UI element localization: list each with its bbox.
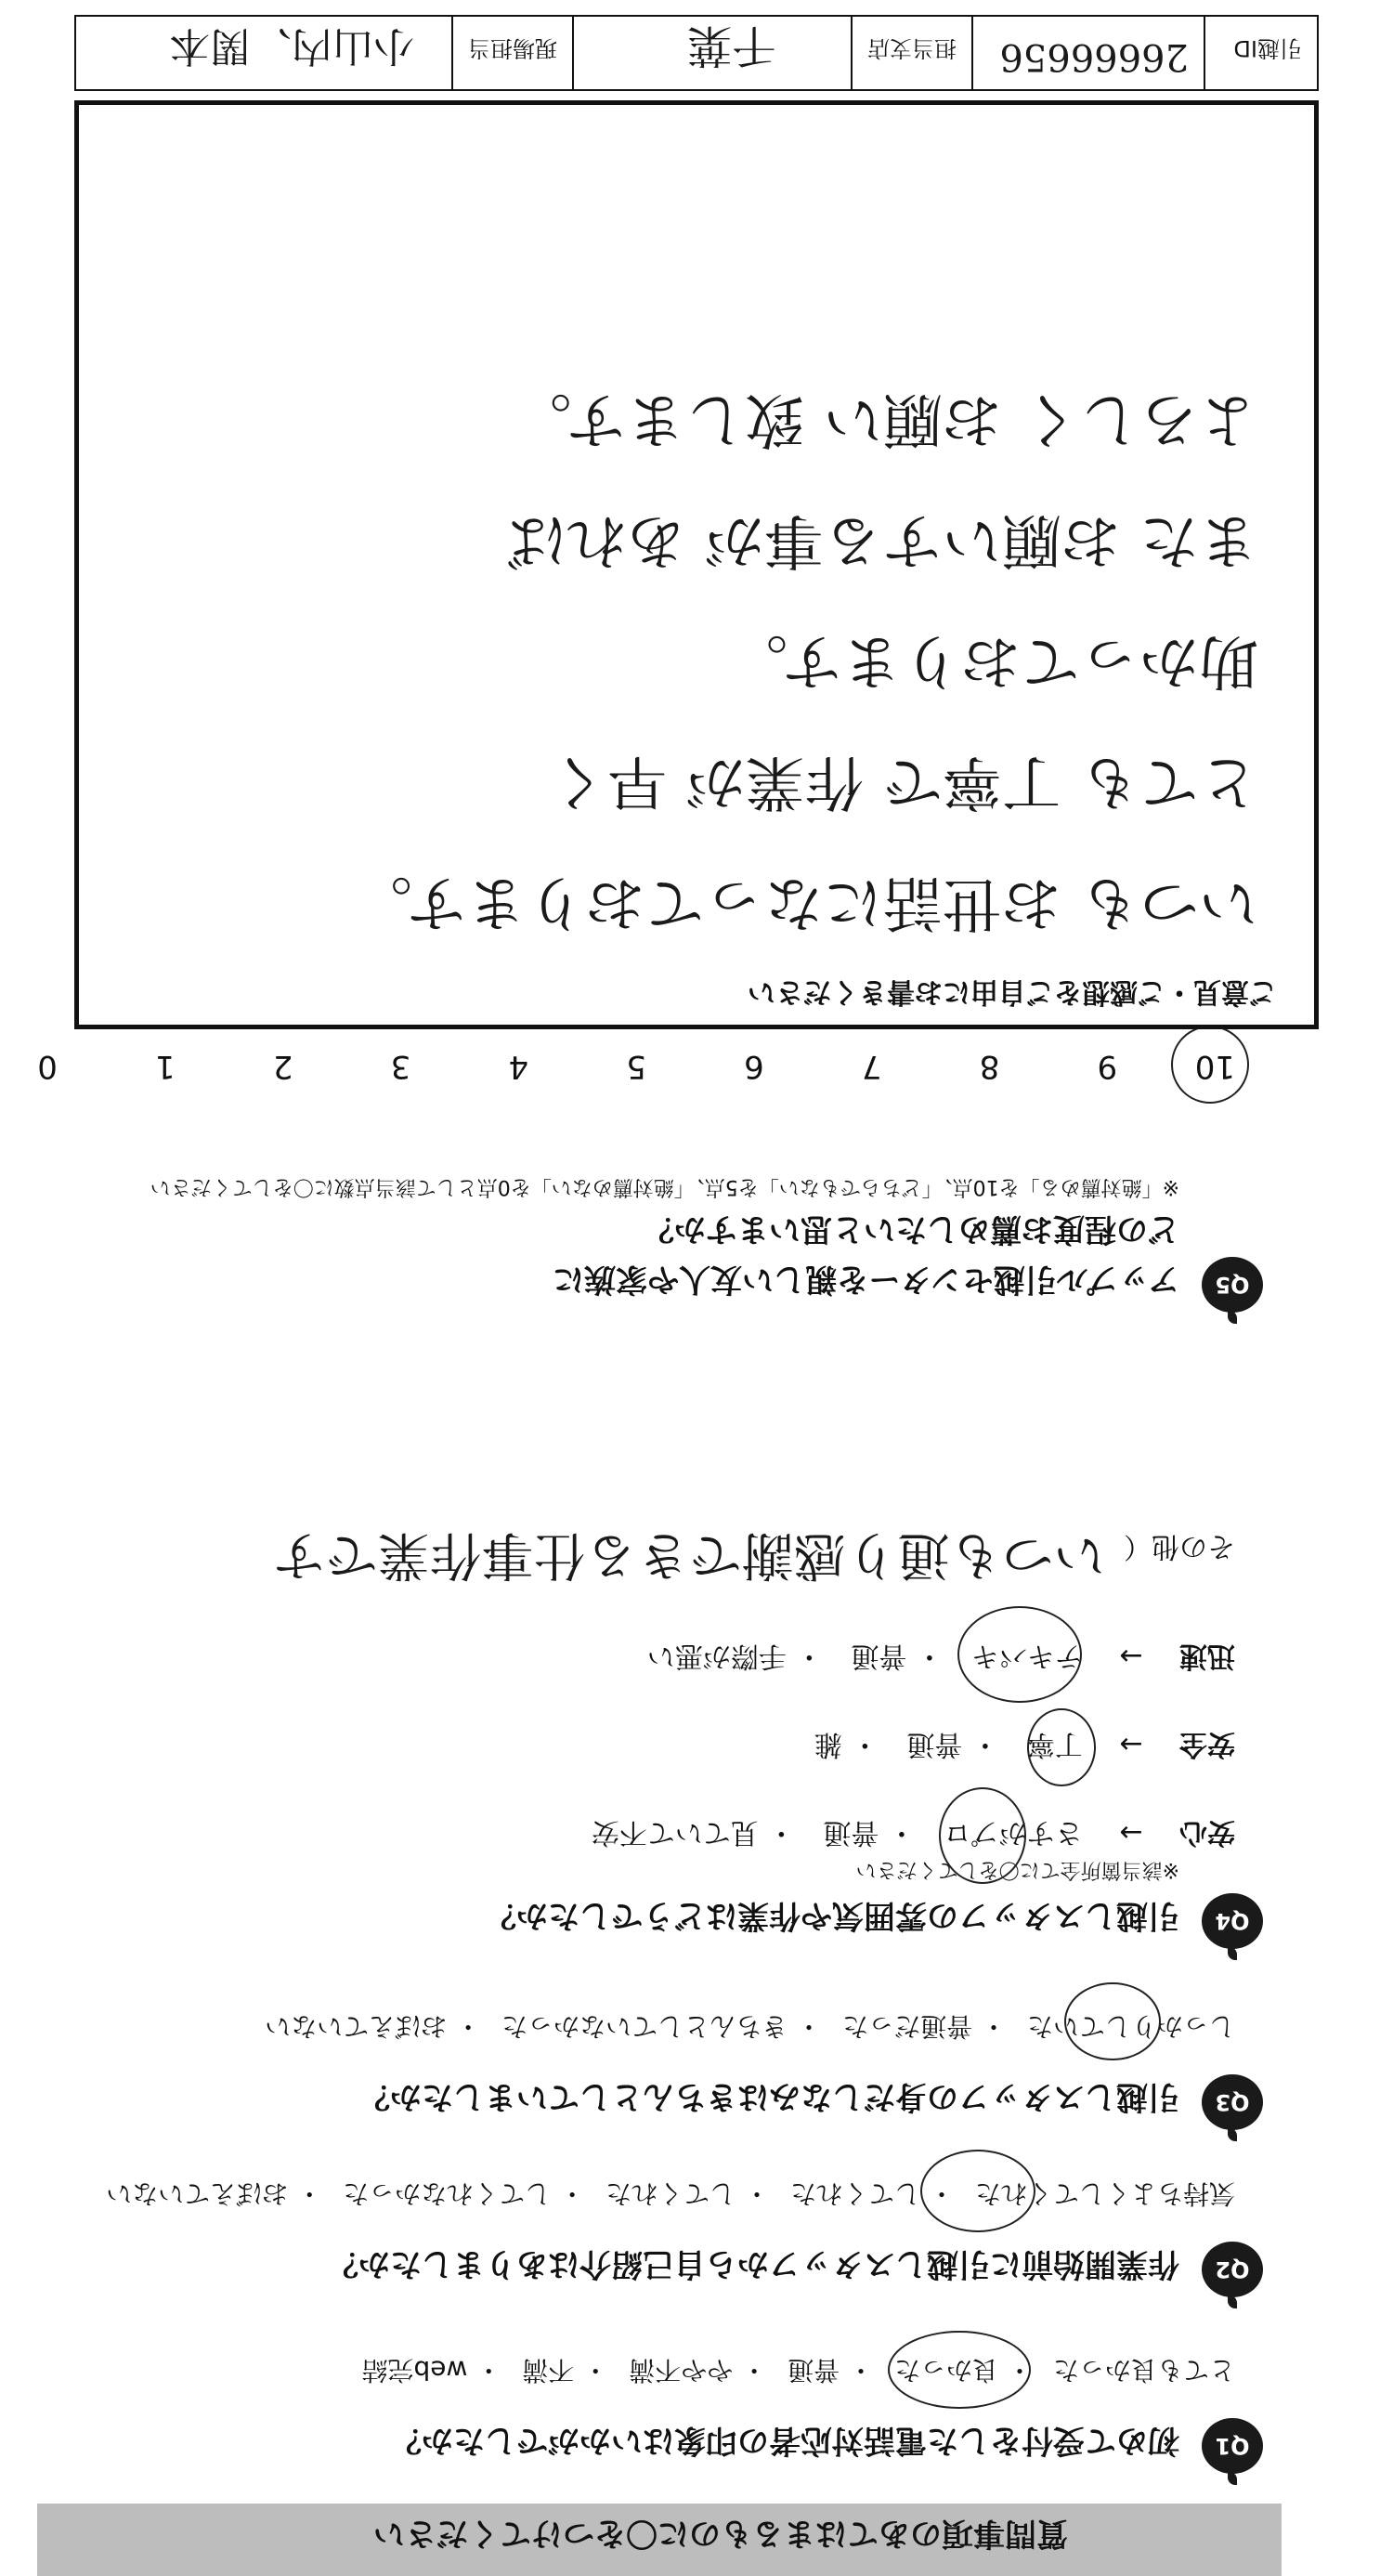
q5-text-line2: どの程度お薦めしたいと思いますか？ xyxy=(643,1210,1179,1248)
q4-option[interactable]: 見ていて不安 xyxy=(591,1816,759,1849)
q2-icon: Q2 xyxy=(1202,2242,1263,2297)
q3-option[interactable]: おぼえていない xyxy=(265,2011,448,2042)
q4-other-label: その他（ xyxy=(1124,1530,1235,1563)
q4-option[interactable]: さすがプロ xyxy=(943,1816,1083,1849)
q5-selection-circle xyxy=(1171,1026,1249,1104)
leader-label: 現場担当 xyxy=(468,35,557,61)
q2-option[interactable]: おぼえていない xyxy=(106,2178,289,2209)
comment-line: いつも お世話になっております。 xyxy=(352,868,1258,936)
q5-score[interactable]: 7 xyxy=(861,1048,882,1085)
q4-row-jinsoku: 迅速 → テキパキ・ 普通・ 手際が悪い xyxy=(619,1639,1235,1680)
q5-score[interactable]: 3 xyxy=(390,1048,411,1085)
instruction-banner xyxy=(37,2504,1282,2576)
comment-line: よろしく お願い 致します。 xyxy=(512,385,1258,453)
q5-score[interactable]: 6 xyxy=(744,1048,764,1085)
q5-score[interactable]: 2 xyxy=(272,1048,293,1085)
q1-option[interactable]: 普通 xyxy=(788,2355,840,2386)
branch-label-cell xyxy=(853,17,973,89)
q2-option[interactable]: してくれた xyxy=(605,2178,736,2209)
q4-option[interactable]: 普通 xyxy=(906,1728,963,1760)
leader-value-cell xyxy=(76,17,453,89)
q4-label: 安全 xyxy=(1179,1728,1235,1760)
q4-row-anzen: 安全 → 丁寧・ 普通・ 雑 xyxy=(787,1727,1235,1768)
q1-icon: Q1 xyxy=(1202,2418,1263,2474)
q5-text-line1: アップル引越センターを親しい友人や家族に xyxy=(553,1261,1179,1298)
q2-option[interactable]: してくれた xyxy=(790,2178,921,2209)
q4-icon: Q4 xyxy=(1202,1893,1263,1949)
q5-score[interactable]: 4 xyxy=(508,1048,529,1085)
q1-text: 初めて受付をした電話対応者の印象はいかがでしたか？ xyxy=(390,2422,1179,2459)
q3-icon: Q3 xyxy=(1202,2074,1263,2130)
q4-option[interactable]: 普通 xyxy=(823,1816,879,1849)
q1-selection-circle xyxy=(888,2331,1031,2409)
q3-selection-circle xyxy=(1064,1982,1161,2060)
comment-line: また お願いする事が あれば xyxy=(507,505,1258,574)
q5-score[interactable]: 8 xyxy=(979,1048,1000,1085)
q3-option[interactable]: 普通だった xyxy=(842,2011,973,2042)
q2-selection-circle xyxy=(920,2150,1035,2232)
id-value: 26666656 xyxy=(999,35,1189,78)
comment-line: とても 丁寧で 作業が 早く xyxy=(547,747,1258,816)
q5-score[interactable]: 9 xyxy=(1097,1048,1118,1085)
q3-option[interactable]: きちんとしていなかった xyxy=(501,2011,788,2042)
q2-option[interactable]: してくれなかった xyxy=(343,2178,552,2209)
q4-note: ※該当箇所全てに〇をしてください xyxy=(855,1858,1179,1881)
q3-text: 引越しスタッフの身だしなみはきちんとしていましたか？ xyxy=(358,2078,1179,2115)
branch-value: 千葉 xyxy=(686,20,776,72)
q4-anzen-circle xyxy=(1027,1708,1096,1786)
q5-score[interactable]: 1 xyxy=(155,1048,176,1085)
q4-anshin-circle xyxy=(939,1787,1026,1884)
arrow-icon: → xyxy=(1119,1816,1143,1849)
q4-label: 安心 xyxy=(1179,1816,1235,1849)
q4-jinsoku-circle xyxy=(957,1606,1082,1703)
q4-other-handwriting: いつも通り感謝できる仕事作業です xyxy=(273,1524,1106,1585)
q4-option[interactable]: テキパキ xyxy=(970,1640,1083,1672)
q5-scale xyxy=(0,1048,1235,1085)
q5-score[interactable]: 5 xyxy=(626,1048,646,1085)
id-value-cell xyxy=(973,17,1205,89)
id-table xyxy=(74,15,1319,91)
q4-text: 引越しスタッフの雰囲気や作業はどうでしたか？ xyxy=(485,1897,1179,1934)
q1-option[interactable]: とても良かった xyxy=(1052,2355,1235,2386)
comment-box[interactable] xyxy=(74,100,1319,1029)
comment-title: ご意見・ご感想をご自由にお書きください xyxy=(748,975,1277,1008)
q4-option[interactable]: 丁寧 xyxy=(1026,1728,1083,1760)
q2-options: 気持ちよくしてくれた・ してくれた・ してくれた・ してくれなかった・ おぼえていない xyxy=(106,2178,1235,2209)
q1-option[interactable]: web完結 xyxy=(361,2355,468,2386)
q4-option[interactable]: 手際が悪い xyxy=(646,1640,787,1672)
q5-score[interactable]: 0 xyxy=(37,1048,58,1085)
q5-icon: Q5 xyxy=(1202,1257,1263,1313)
q2-text: 作業開始前に引越しスタッフから自己紹介はありましたか？ xyxy=(327,2245,1179,2282)
q4-label: 迅速 xyxy=(1179,1640,1235,1672)
leader-label-cell xyxy=(453,17,574,89)
leader-value: 小山内、関本 xyxy=(169,22,414,70)
q3-option[interactable]: しっかりしていた xyxy=(1026,2011,1235,2042)
q4-row-other xyxy=(28,1522,1235,1596)
arrow-icon: → xyxy=(1119,1728,1143,1760)
q1-option[interactable]: やや不満 xyxy=(629,2355,734,2386)
q5-score[interactable]: 10 xyxy=(1194,1048,1235,1085)
id-label: 引越ID xyxy=(1233,35,1302,61)
branch-label: 担当支店 xyxy=(867,35,957,61)
banner-text: 質問事項のあてはまるものに〇をつけてください xyxy=(373,2515,1068,2552)
comment-line: 助かっております。 xyxy=(728,626,1258,695)
q4-row-anshin: 安心 → さすがプロ・ 普通・ 見ていて不安 xyxy=(564,1815,1235,1856)
q4-option[interactable]: 雑 xyxy=(814,1728,842,1760)
q1-option[interactable]: 良かった xyxy=(894,2355,999,2386)
q2-option[interactable]: 気持ちよくしてくれた xyxy=(974,2178,1235,2209)
q1-options: とても良かった・ 良かった・ 普通・ やや不満・ 不満・ web完結 xyxy=(361,2355,1235,2386)
id-label-cell xyxy=(1205,17,1317,89)
q5-note: ※「絶対薦める」を10点、「どちらでもない」を5点、「絶対薦めない」を0点として該当点数に〇をしてください xyxy=(150,1175,1179,1198)
arrow-icon: → xyxy=(1119,1640,1143,1672)
q1-option[interactable]: 不満 xyxy=(522,2355,575,2386)
q4-option[interactable]: 普通 xyxy=(851,1640,907,1672)
branch-value-cell xyxy=(574,17,853,89)
q3-options: しっかりしていた・ 普通だった・ きちんとしていなかった・ おぼえていない xyxy=(265,2011,1235,2042)
